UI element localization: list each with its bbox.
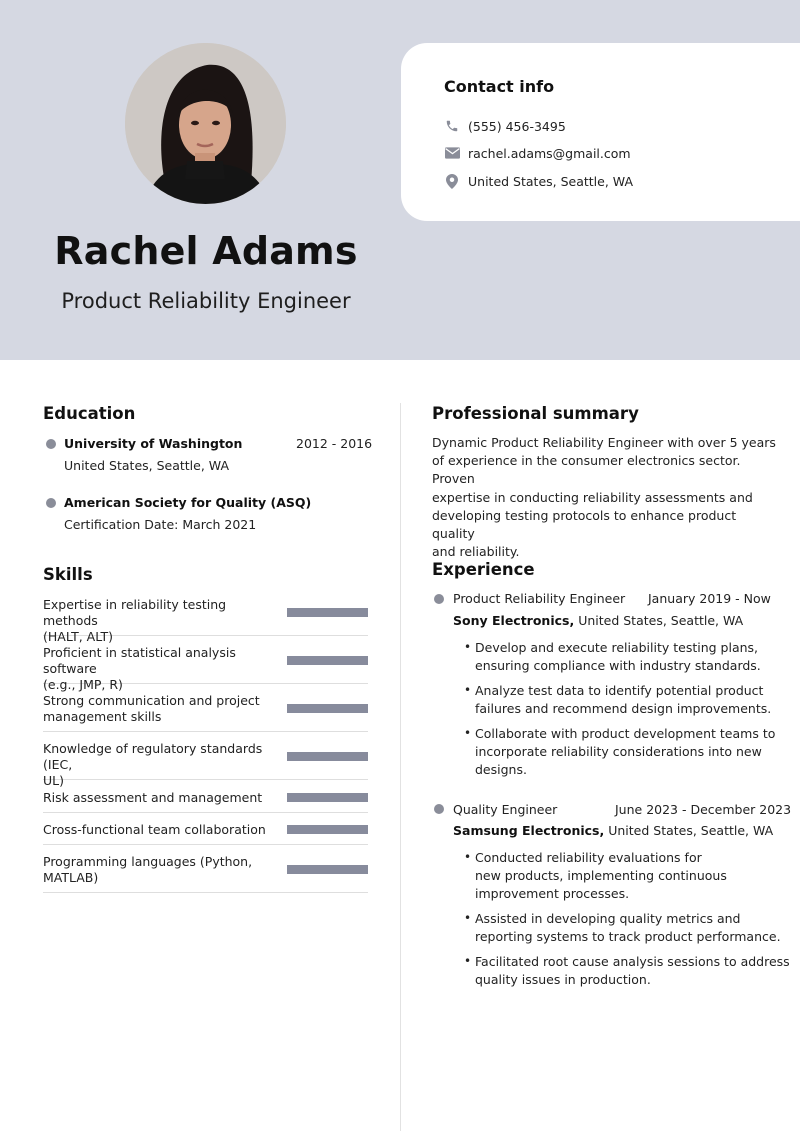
- job-bullet: Collaborate with product development teams to incorporate reliability considerations into new designs.: [475, 726, 776, 777]
- job-bullet: Facilitated root cause analysis sessions to address quality issues in production.: [475, 954, 790, 987]
- contact-heading: Contact info: [444, 77, 555, 96]
- contact-location-row: [444, 171, 633, 191]
- contact-phone-row: [444, 116, 566, 136]
- profile-photo-illustration: [125, 43, 286, 204]
- skill-row: [43, 693, 368, 732]
- list-bullet: •: [464, 850, 472, 864]
- job-role: Quality Engineer: [453, 802, 558, 817]
- education-dates: 2012 - 2016: [296, 436, 373, 451]
- education-detail: Certification Date: March 2021: [64, 517, 257, 532]
- contact-phone[interactable]: (555) 456-3495: [468, 118, 566, 134]
- experience-heading: Experience: [432, 560, 535, 579]
- list-bullet: •: [464, 954, 472, 968]
- job-role: Product Reliability Engineer: [453, 591, 626, 606]
- job-location: United States, Seattle, WA: [608, 823, 774, 838]
- column-divider: [400, 403, 401, 1131]
- list-bullet: •: [464, 911, 472, 925]
- job-bullet: Analyze test data to identify potential product failures and recommend design improvements.: [475, 683, 772, 716]
- education-institution: University of Washington: [64, 436, 243, 451]
- skill-level-bar: [287, 752, 368, 761]
- job-company-line: [453, 823, 773, 838]
- education-detail: United States, Seattle, WA: [64, 458, 230, 473]
- job-dates: January 2019 - Now: [648, 591, 771, 606]
- contact-email-row: [444, 143, 631, 163]
- education-heading: Education: [43, 404, 136, 423]
- skill-label: Cross-functional team collaboration: [43, 822, 266, 837]
- skill-row: [43, 741, 368, 788]
- list-bullet: •: [464, 726, 472, 740]
- job-bullet: Develop and execute reliability testing plans, ensuring compliance with industry standards.: [475, 640, 761, 673]
- profile-photo: [125, 43, 286, 204]
- candidate-title: Product Reliability Engineer: [61, 289, 351, 313]
- job-company: Sony Electronics,: [453, 613, 575, 628]
- job-dates: June 2023 - December 2023: [615, 802, 792, 817]
- envelope-icon: [444, 145, 460, 161]
- education-institution: American Society for Quality (ASQ): [64, 495, 312, 510]
- job-company: Samsung Electronics,: [453, 823, 605, 838]
- summary-text: Dynamic Product Reliability Engineer with over 5 years of experience in the consumer electronics sector. Proven expertise in conducting reliability assessments and developing testing protocols to enhance product quality and reliability.: [432, 435, 776, 560]
- skill-level-bar: [287, 865, 368, 874]
- bullet-dot: [434, 804, 444, 814]
- skill-label: Knowledge of regulatory standards (IEC, UL): [43, 741, 263, 788]
- skill-level-bar: [287, 704, 368, 713]
- contact-location: United States, Seattle, WA: [468, 173, 634, 189]
- summary-heading: Professional summary: [432, 404, 639, 423]
- location-pin-icon: [444, 173, 460, 189]
- skill-label: Programming languages (Python, MATLAB): [43, 854, 253, 885]
- skill-label: Expertise in reliability testing methods (HALT, ALT): [43, 597, 227, 644]
- job-bullet: Conducted reliability evaluations for new products, implementing continuous improvement processes.: [475, 850, 727, 901]
- job-location: United States, Seattle, WA: [578, 613, 744, 628]
- skills-heading: Skills: [43, 565, 93, 584]
- list-bullet: •: [464, 683, 472, 697]
- job-company-line: [453, 613, 743, 628]
- bullet-dot: [46, 439, 56, 449]
- skill-level-bar: [287, 793, 368, 802]
- skill-row: [43, 822, 368, 845]
- list-bullet: •: [464, 640, 472, 654]
- skill-row: [43, 854, 368, 893]
- skill-row: [43, 645, 368, 692]
- skill-label: Proficient in statistical analysis software (e.g., JMP, R): [43, 645, 236, 692]
- skill-level-bar: [287, 825, 368, 834]
- contact-email[interactable]: rachel.adams@gmail.com: [468, 145, 631, 161]
- bullet-dot: [434, 594, 444, 604]
- job-bullet: Assisted in developing quality metrics and reporting systems to track product performance.: [475, 911, 781, 944]
- skill-row: [43, 597, 368, 644]
- skill-level-bar: [287, 608, 368, 617]
- bullet-dot: [46, 498, 56, 508]
- skill-label: Risk assessment and management: [43, 790, 263, 805]
- skill-label: Strong communication and project management skills: [43, 693, 260, 724]
- contact-card: [401, 43, 800, 221]
- phone-icon: [444, 118, 460, 134]
- candidate-name: Rachel Adams: [54, 229, 358, 273]
- skill-row: [43, 790, 368, 813]
- skill-level-bar: [287, 656, 368, 665]
